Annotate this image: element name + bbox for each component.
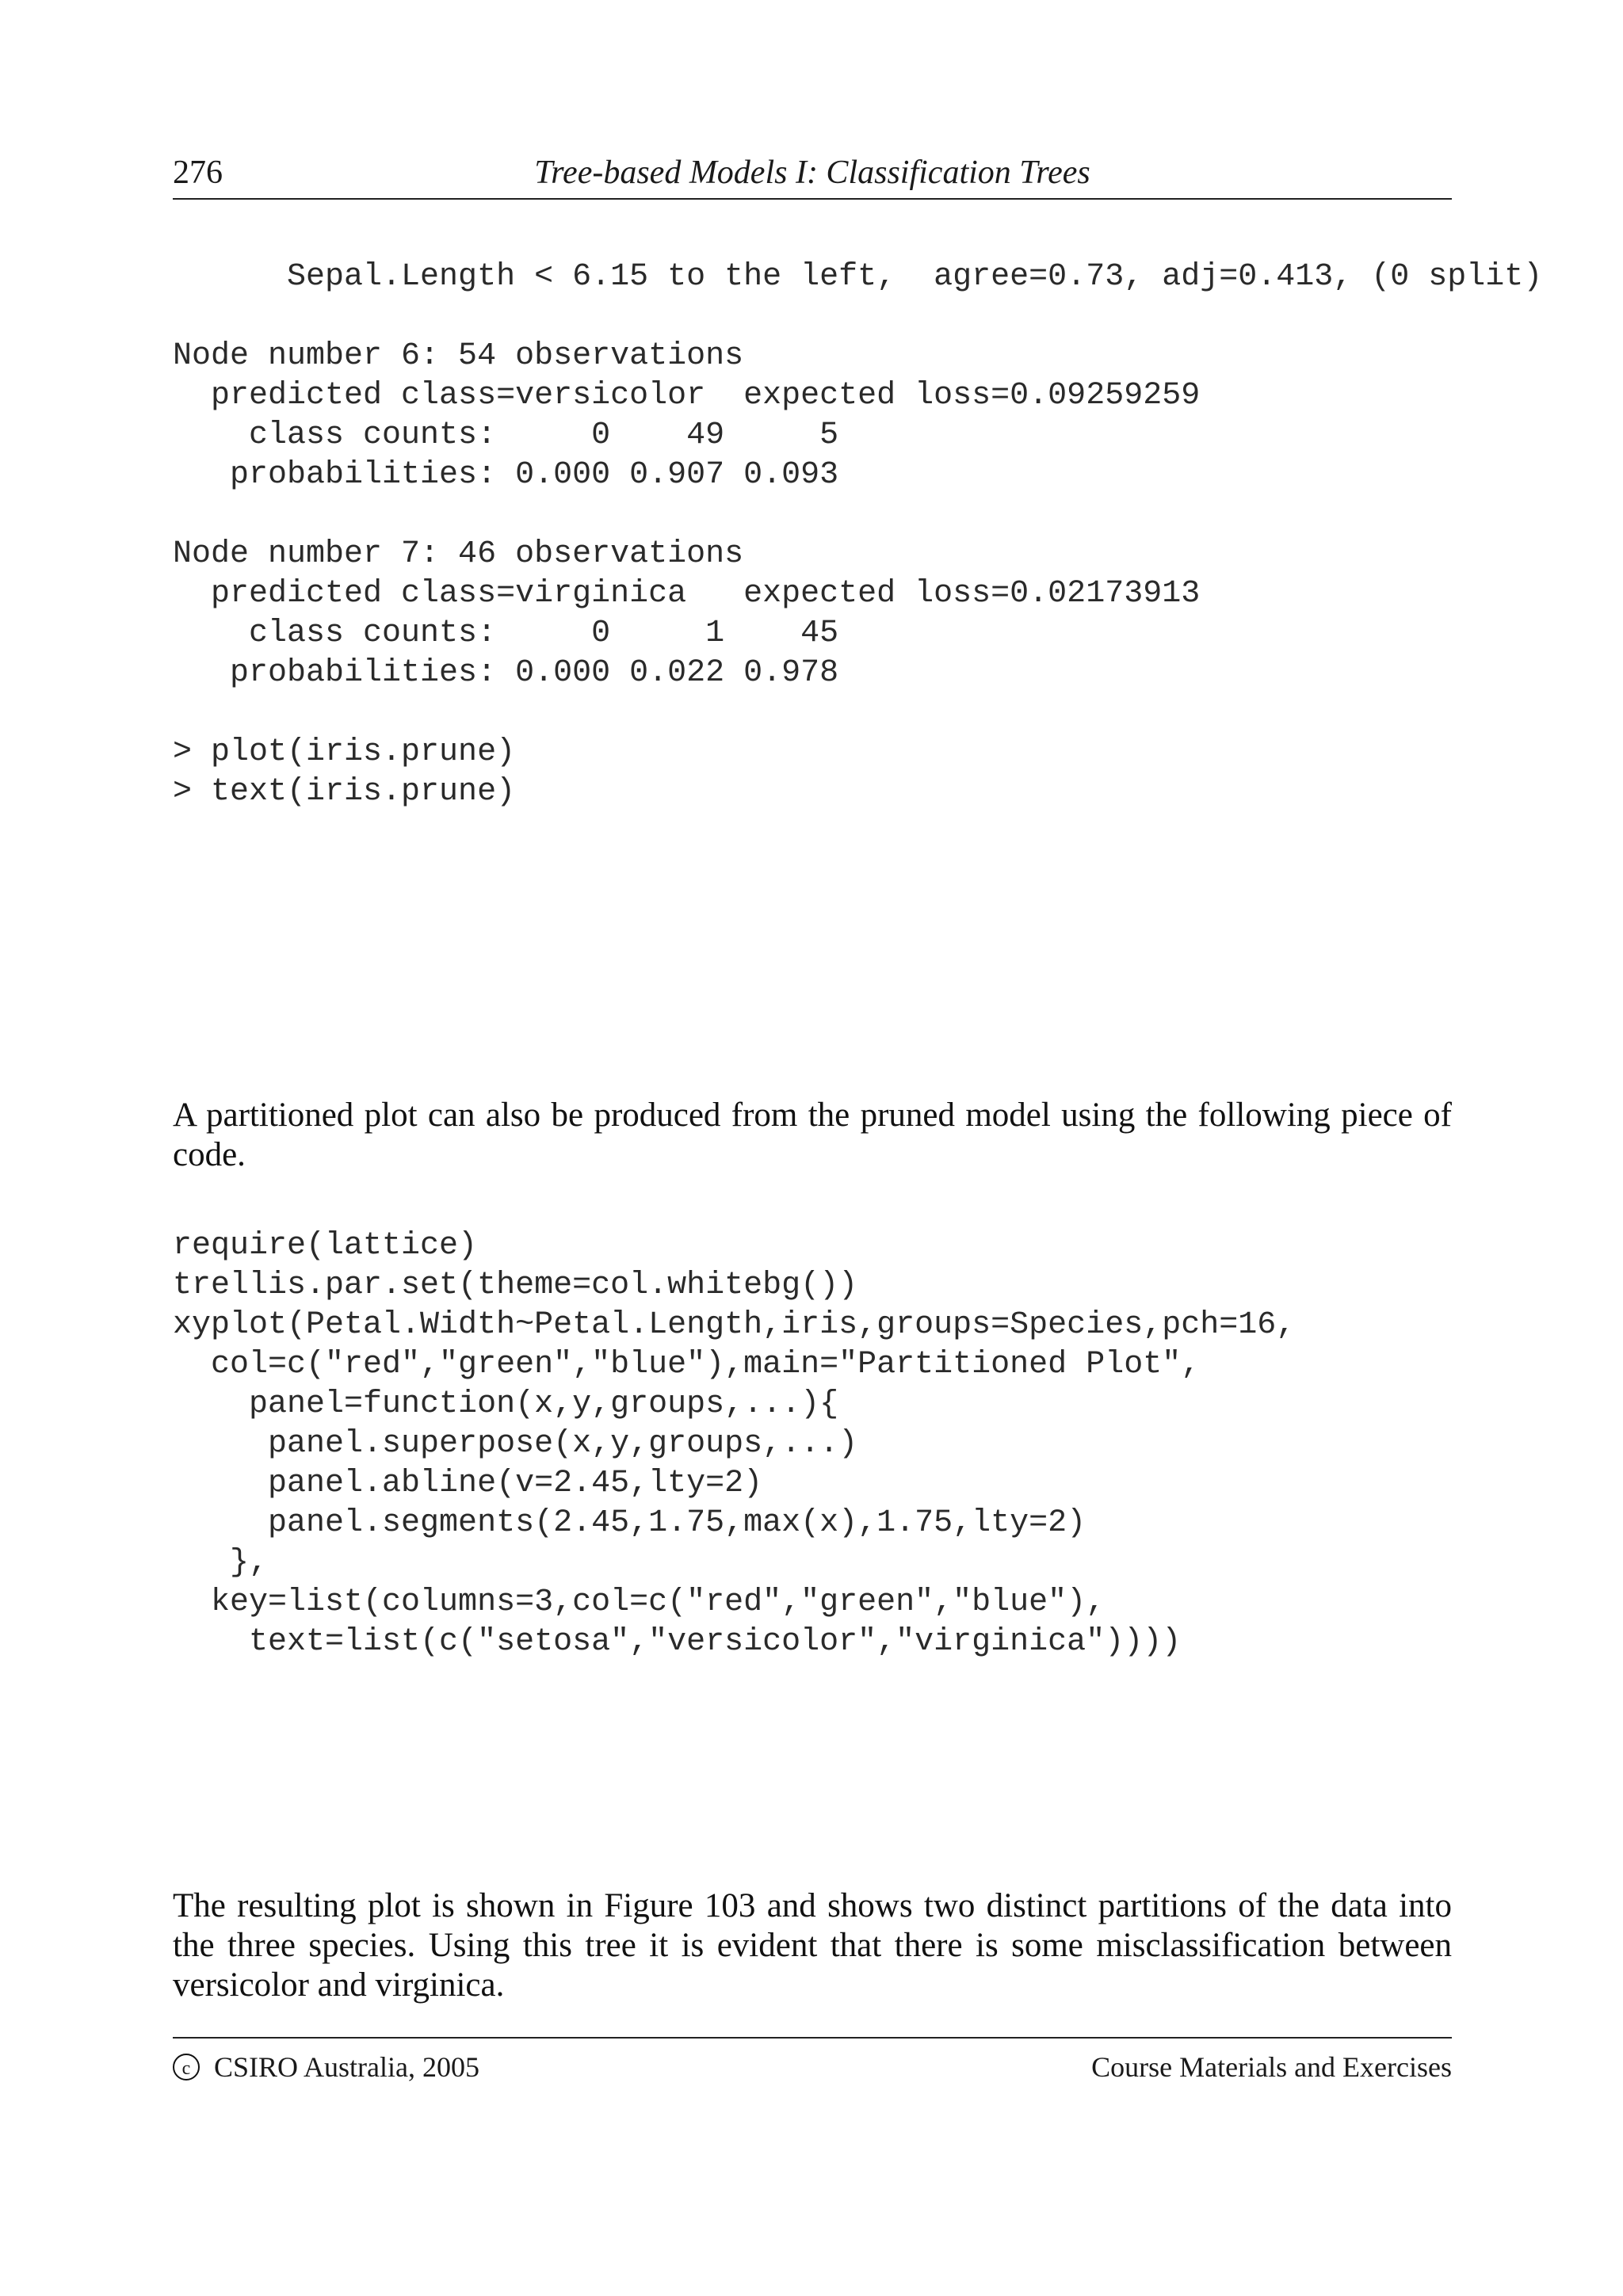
code-line: class counts: 0 1 45: [173, 616, 839, 651]
code-line: predicted class=versicolor expected loss=0.09259259: [173, 378, 1201, 414]
code-line: probabilities: 0.000 0.022 0.978: [173, 655, 839, 691]
code-line: trellis.par.set(theme=col.whitebg()): [173, 1268, 858, 1303]
copyright-notice: [173, 2050, 479, 2084]
code-line: xyplot(Petal.Width~Petal.Length,iris,groups=Species,pch=16,: [173, 1307, 1296, 1343]
footer-rule: [173, 2037, 1452, 2039]
code-line: > plot(iris.prune): [173, 734, 516, 770]
copyright-text: CSIRO Australia, 2005: [214, 2051, 480, 2083]
code-line: col=c("red","green","blue"),main="Partitioned Plot",: [173, 1347, 1201, 1383]
code-line: Node number 6: 54 observations: [173, 338, 744, 374]
page-footer: [173, 2046, 1452, 2085]
code-line: panel.superpose(x,y,groups,...): [173, 1426, 858, 1462]
code-line: key=list(columns=3,col=c("red","green","blue"),: [173, 1585, 1106, 1620]
code-block-rpart-output: [173, 257, 1542, 812]
running-title: Tree-based Models I: Classification Trees: [534, 154, 1090, 191]
code-line: > text(iris.prune): [173, 774, 516, 810]
code-line: panel.segments(2.45,1.75,max(x),1.75,lty=2): [173, 1505, 1086, 1541]
code-line: probabilities: 0.000 0.907 0.093: [173, 457, 839, 493]
page-header: [173, 147, 1452, 200]
code-line: panel.abline(v=2.45,lty=2): [173, 1466, 763, 1501]
course-materials-label: Course Materials and Exercises: [1091, 2051, 1452, 2083]
code-block-xyplot: [173, 1226, 1295, 1662]
code-line: Node number 7: 46 observations: [173, 536, 744, 572]
code-line: text=list(c("setosa","versicolor","virginica")))): [173, 1624, 1182, 1660]
code-line: Sepal.Length < 6.15 to the left, agree=0.73, adj=0.413, (0 split): [173, 259, 1543, 295]
code-line: panel=function(x,y,groups,...){: [173, 1386, 839, 1422]
code-line: predicted class=virginica expected loss=0.02173913: [173, 576, 1201, 612]
code-line: },: [173, 1545, 269, 1581]
paragraph-partitioned-plot-intro: A partitioned plot can also be produced from the pruned model using the following piece of code.: [173, 1097, 1452, 1173]
code-line: class counts: 0 49 5: [173, 418, 839, 453]
page-number: 276: [173, 154, 223, 191]
code-line: require(lattice): [173, 1228, 478, 1264]
paragraph-resulting-plot: The resulting plot is shown in Figure 103 and shows two distinct partitions of the data into the three species. Using this tree it is evident that there is some misclassification between versicolor and virginica.: [173, 1887, 1452, 2004]
copyright-icon: c: [173, 2054, 200, 2081]
